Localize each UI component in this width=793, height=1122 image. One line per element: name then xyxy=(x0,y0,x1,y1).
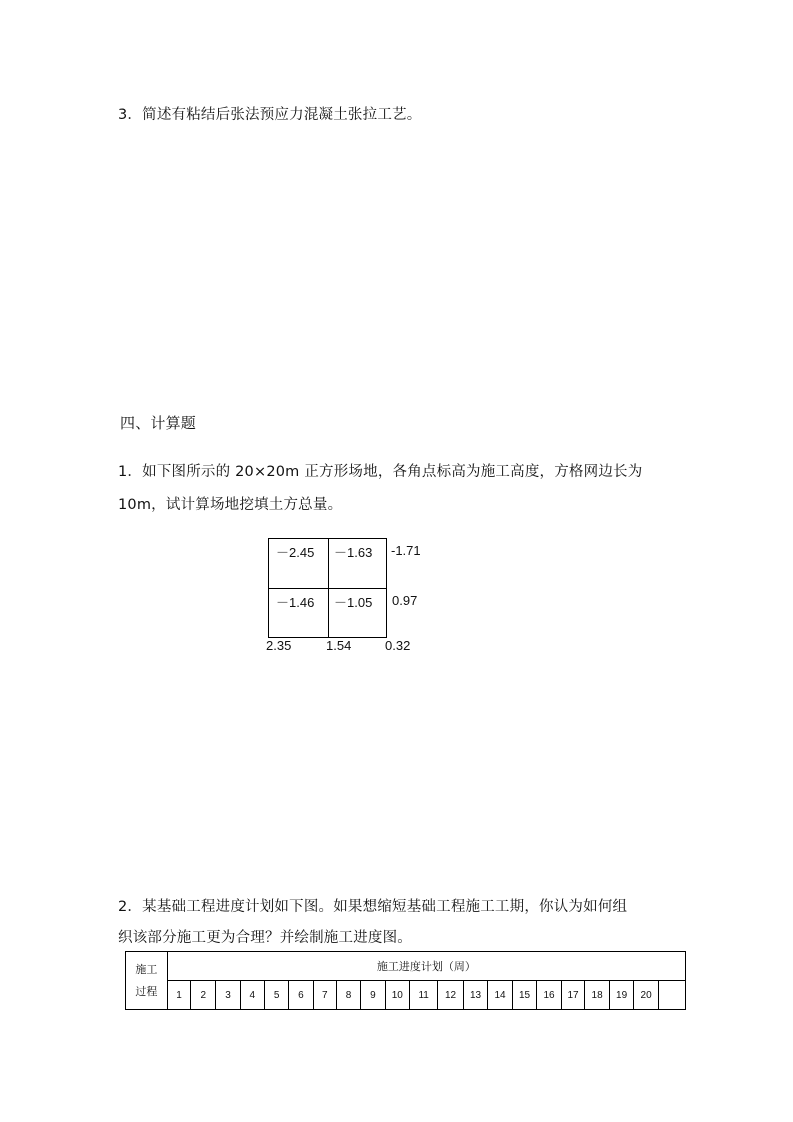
week-cell: 14 xyxy=(488,981,513,1010)
grid-value-mid-left: －1.46 xyxy=(276,595,315,610)
grid-value-bot-mid: 1.54 xyxy=(326,638,352,653)
week-cell: 19 xyxy=(609,981,634,1010)
question-3: 3．简述有粘结后张法预应力混凝土张拉工艺。 xyxy=(118,107,422,123)
week-row xyxy=(126,981,686,1010)
grid-value-mid-right: 0.97 xyxy=(392,593,418,608)
week-cell: 6 xyxy=(289,981,313,1010)
grid-value-top-left: －2.45 xyxy=(276,545,315,560)
grid-value-mid-mid: －1.05 xyxy=(334,595,373,610)
grid-value-bot-left: 2.35 xyxy=(266,638,292,653)
week-cell: 11 xyxy=(410,981,438,1010)
week-cell: 7 xyxy=(313,981,336,1010)
week-cell: 4 xyxy=(240,981,264,1010)
week-cell: 2 xyxy=(191,981,216,1010)
week-cell: 13 xyxy=(463,981,488,1010)
week-cell: 10 xyxy=(385,981,410,1010)
schedule-table xyxy=(125,951,686,1010)
process-label-line-2: 过程 xyxy=(135,984,158,998)
process-header-cell xyxy=(126,952,168,1010)
week-cell: 20 xyxy=(634,981,659,1010)
week-cell: 3 xyxy=(216,981,240,1010)
question-2-line-2: 织该部分施工更为合理？并绘制施工进度图。 xyxy=(118,930,412,946)
grid-value-bot-right: 0.32 xyxy=(385,638,411,653)
week-cell: 17 xyxy=(561,981,585,1010)
week-cell xyxy=(658,981,685,1010)
question-2-line-1: 2．某基础工程进度计划如下图。如果想缩短基础工程施工工期，你认为如何组 xyxy=(118,899,628,915)
section-title: 四、计算题 xyxy=(120,414,197,432)
grid-horizontal-line xyxy=(269,588,386,589)
week-cell: 1 xyxy=(167,981,190,1010)
schedule-header: 施工进度计划（周） xyxy=(167,952,685,981)
week-cell: 12 xyxy=(438,981,463,1010)
week-cell: 16 xyxy=(537,981,562,1010)
question-1-line-1: 1．如下图所示的 20×20m 正方形场地，各角点标高为施工高度，方格网边长为 xyxy=(118,464,643,480)
week-cell: 15 xyxy=(512,981,537,1010)
week-cell: 18 xyxy=(585,981,610,1010)
grid-value-top-right: -1.71 xyxy=(391,543,421,558)
question-1-line-2: 10m，试计算场地挖填土方总量。 xyxy=(118,497,343,513)
week-cell: 8 xyxy=(336,981,360,1010)
process-label-line-1: 施工 xyxy=(135,962,158,976)
grid-value-top-mid: －1.63 xyxy=(334,545,373,560)
week-cell: 9 xyxy=(361,981,385,1010)
week-cell: 5 xyxy=(264,981,288,1010)
